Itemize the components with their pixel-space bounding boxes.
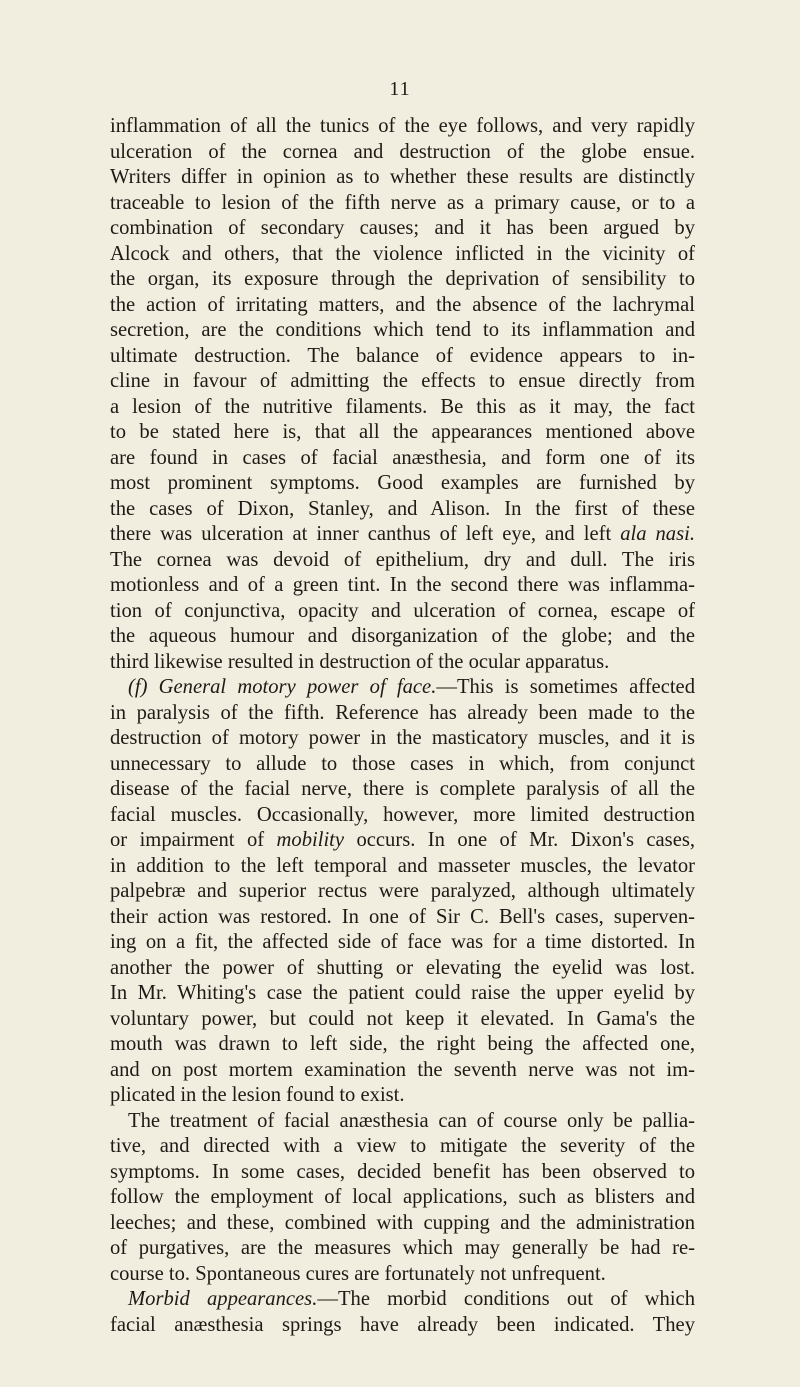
text-line <box>110 956 695 982</box>
text-line <box>110 1058 695 1084</box>
line-text: —The morbid conditions out of which <box>317 1288 695 1310</box>
text-line <box>110 318 695 344</box>
line-text: In Mr. Whiting's case the patient could raise the upper eyelid by <box>110 982 695 1004</box>
line-text: the cases of Dixon, Stanley, and Alison. In the first of these <box>110 497 695 520</box>
text-line <box>110 471 695 497</box>
text-line <box>110 930 695 956</box>
text-line <box>110 191 695 217</box>
line-text: to be stated here is, that all the appearances mentioned above <box>110 421 695 443</box>
text-line <box>110 114 695 140</box>
line-text: The treatment of facial anæsthesia can of course only be pallia- <box>128 1109 695 1132</box>
line-text: unnecessary to allude to those cases in which, from conjunct <box>110 752 695 775</box>
line-text: combination of secondary causes; and it has been argued by <box>110 217 695 239</box>
line-text: The cornea was devoid of epithelium, dry and dull. The iris <box>110 548 695 571</box>
text-line <box>110 675 695 701</box>
text-line <box>110 1287 695 1313</box>
text-line <box>110 803 695 829</box>
page-number: 11 <box>389 78 411 100</box>
text-line <box>110 165 695 191</box>
line-text: third likewise resulted in destruction of the ocular apparatus. <box>110 650 610 673</box>
text-line <box>110 573 695 599</box>
line-text: in addition to the left temporal and masseter muscles, the levator <box>110 854 695 877</box>
text-line <box>110 1262 695 1288</box>
text-line <box>110 1160 695 1186</box>
line-text: ing on a fit, the affected side of face was for a time distorted. In <box>110 931 695 953</box>
line-text: secretion, are the conditions which tend to its inflammation and <box>110 319 695 341</box>
line-text: ulceration of the cornea and destruction of the globe ensue. <box>110 140 695 163</box>
text-line <box>110 1032 695 1058</box>
text-line <box>110 854 695 880</box>
text-line <box>110 752 695 778</box>
line-text: plicated in the lesion found to exist. <box>110 1084 405 1106</box>
text-line <box>110 446 695 472</box>
line-text: and on post mortem examination the seventh nerve was not im- <box>110 1058 695 1081</box>
text-line <box>110 1109 695 1135</box>
line-text: ultimate destruction. The balance of evidence appears to in- <box>110 344 695 367</box>
text-line <box>110 1083 695 1109</box>
line-text: facial muscles. Occasionally, however, more limited destruction <box>110 803 695 826</box>
italic-term: mobility <box>276 829 345 851</box>
line-text-tail: occurs. In one of Mr. Dixon's cases, <box>344 829 695 851</box>
text-line <box>110 726 695 752</box>
text-line <box>110 497 695 523</box>
line-text: —This is sometimes affected <box>436 676 695 698</box>
text-line <box>110 599 695 625</box>
text-line <box>110 548 695 574</box>
text-line <box>110 777 695 803</box>
line-text: traceable to lesion of the fifth nerve as a primary cause, or to a <box>110 191 695 214</box>
text-line <box>110 1236 695 1262</box>
italic-heading: (f) General motory power of face. <box>128 676 437 698</box>
line-text: in paralysis of the fifth. Reference has already been made to the <box>110 701 695 724</box>
line-text: palpebræ and superior rectus were paralyzed, although ultimately <box>110 880 695 902</box>
text-line <box>110 1313 695 1339</box>
line-text: are found in cases of facial anæsthesia, and form one of its <box>110 446 695 469</box>
text-line <box>110 369 695 395</box>
text-line <box>110 344 695 370</box>
line-text: facial anæsthesia springs have already been indicated. They <box>110 1313 695 1336</box>
text-line <box>110 624 695 650</box>
line-text: course to. Spontaneous cures are fortunately not unfrequent. <box>110 1262 606 1285</box>
line-text: the organ, its exposure through the deprivation of sensibility to <box>110 268 695 290</box>
line-text: tion of conjunctiva, opacity and ulceration of cornea, escape of <box>110 599 695 622</box>
text-line <box>110 522 695 548</box>
line-text: another the power of shutting or elevating the eyelid was lost. <box>110 956 695 979</box>
text-line <box>110 879 695 905</box>
italic-heading: Morbid appearances. <box>128 1288 318 1310</box>
line-text: disease of the facial nerve, there is complete paralysis of all the <box>110 778 695 800</box>
text-line <box>110 1134 695 1160</box>
body-text <box>110 114 695 1338</box>
text-line <box>110 650 695 676</box>
line-text: most prominent symptoms. Good examples are furnished by <box>110 472 695 494</box>
text-line <box>110 242 695 268</box>
text-line <box>110 1211 695 1237</box>
text-line <box>110 1185 695 1211</box>
text-line <box>110 828 695 854</box>
line-text: Writers differ in opinion as to whether these results are distinctly <box>110 166 695 188</box>
text-line <box>110 1007 695 1033</box>
line-text: destruction of motory power in the masticatory muscles, and it is <box>110 727 695 749</box>
line-text: a lesion of the nutritive filaments. Be this as it may, the fact <box>110 395 695 418</box>
line-text: leeches; and these, combined with cupping and the administration <box>110 1211 695 1234</box>
line-text: motionless and of a green tint. In the second there was inflamma- <box>110 574 695 596</box>
text-line <box>110 267 695 293</box>
line-text: follow the employment of local applications, such as blisters and <box>110 1186 695 1208</box>
line-text: the aqueous humour and disorganization of the globe; and the <box>110 625 695 647</box>
line-text: inflammation of all the tunics of the eye follows, and very rapidly <box>110 115 695 137</box>
text-line <box>110 701 695 727</box>
line-text: cline in favour of admitting the effects to ensue directly from <box>110 370 695 392</box>
line-text: tive, and directed with a view to mitigate the severity of the <box>110 1135 695 1157</box>
line-text: of purgatives, are the measures which may generally be had re- <box>110 1237 695 1259</box>
line-text: the action of irritating matters, and the absence of the lachrymal <box>110 293 695 316</box>
line-text: Alcock and others, that the violence inflicted in the vicinity of <box>110 242 695 265</box>
text-line <box>110 981 695 1007</box>
line-text: mouth was drawn to left side, the right being the affected one, <box>110 1033 695 1055</box>
text-line <box>110 293 695 319</box>
line-text: voluntary power, but could not keep it elevated. In Gama's the <box>110 1007 695 1030</box>
text-line <box>110 905 695 931</box>
italic-term: ala nasi. <box>620 523 695 545</box>
line-text: there was ulceration at inner canthus of left eye, and left <box>110 523 612 545</box>
text-line <box>110 216 695 242</box>
line-text: or impairment of <box>110 829 265 851</box>
text-line <box>110 420 695 446</box>
text-line <box>110 140 695 166</box>
line-text: their action was restored. In one of Sir C. Bell's cases, superven- <box>110 905 695 928</box>
line-text: symptoms. In some cases, decided benefit has been observed to <box>110 1160 695 1183</box>
text-line <box>110 395 695 421</box>
